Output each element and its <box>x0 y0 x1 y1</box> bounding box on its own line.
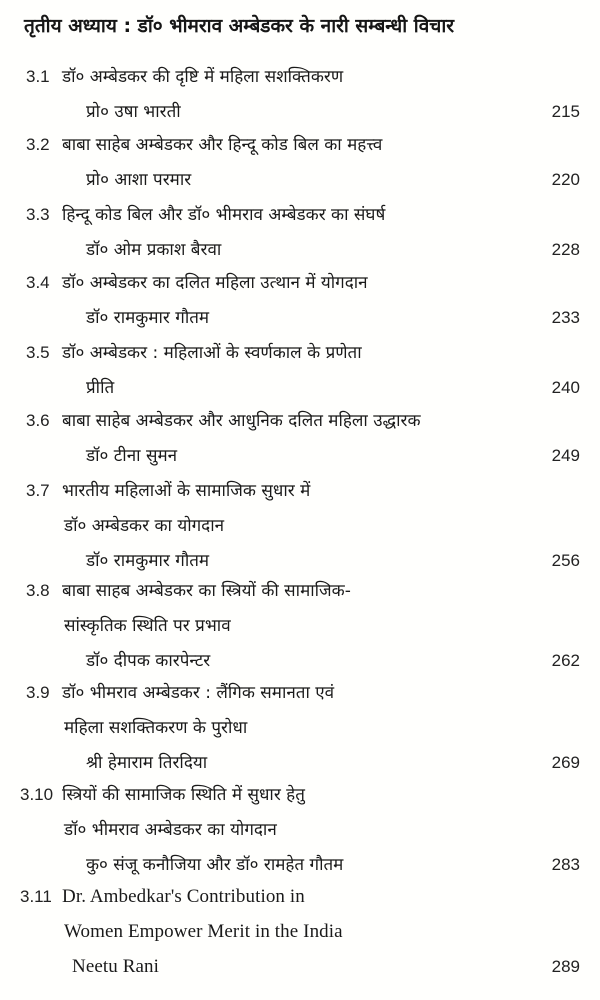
entry-number: 3.7 <box>26 481 50 500</box>
entry-title-line: बाबा साहेब अम्बेडकर और हिन्दू कोड बिल का महत्त्व <box>62 135 383 155</box>
entry-number: 3.8 <box>26 581 50 600</box>
entry-page-number: 228 <box>551 240 580 259</box>
entry-page-number: 220 <box>551 170 580 189</box>
entry-number: 3.9 <box>26 683 50 702</box>
entry-title-line: हिन्दू कोड बिल और डॉ० भीमराव अम्बेडकर का संघर्ष <box>62 205 386 225</box>
entry-author: प्रो० उषा भारती <box>86 102 181 122</box>
entry-title-line: भारतीय महिलाओं के सामाजिक सुधार में <box>62 481 311 501</box>
entry-title-line: Dr. Ambedkar's Contribution in <box>62 886 305 907</box>
entry-number: 3.6 <box>26 411 50 430</box>
entry-number: 3.2 <box>26 135 50 154</box>
entry-title-line: स्त्रियों की सामाजिक स्थिति में सुधार हेतु <box>62 785 305 805</box>
entry-title-line: Women Empower Merit in the India <box>64 921 343 942</box>
entry-number: 3.11 <box>20 887 52 906</box>
entry-number: 3.5 <box>26 343 50 362</box>
entry-title-line: डॉ० भीमराव अम्बेडकर का योगदान <box>64 820 277 840</box>
entry-author: कु० संजू कनौजिया और डॉ० रामहेत गौतम <box>86 855 344 875</box>
entry-author: डॉ० रामकुमार गौतम <box>86 308 210 328</box>
chapter-heading: तृतीय अध्याय : डॉ० भीमराव अम्बेडकर के नारी सम्बन्धी विचार <box>24 15 455 37</box>
entry-author: डॉ० ओम प्रकाश बैरवा <box>86 240 222 260</box>
entry-page-number: 269 <box>551 753 580 772</box>
entry-number: 3.4 <box>26 273 50 292</box>
entry-page-number: 289 <box>551 957 580 976</box>
entry-page-number: 262 <box>551 651 580 670</box>
entry-author: डॉ० दीपक कारपेन्टर <box>86 651 211 671</box>
entry-page-number: 256 <box>551 551 580 570</box>
entry-title-line: महिला सशक्तिकरण के पुरोधा <box>64 718 248 738</box>
entry-author: Neetu Rani <box>72 956 160 977</box>
entry-page-number: 240 <box>551 378 580 397</box>
entry-number: 3.10 <box>20 785 54 804</box>
entry-author: प्रीति <box>86 378 115 398</box>
entry-page-number: 215 <box>551 102 580 121</box>
entry-page-number: 283 <box>551 855 580 874</box>
entry-author: डॉ० रामकुमार गौतम <box>86 551 210 571</box>
entry-title-line: डॉ० भीमराव अम्बेडकर : लैंगिक समानता एवं <box>62 683 335 703</box>
entry-author: प्रो० आशा परमार <box>86 170 192 190</box>
entry-number: 3.3 <box>26 205 50 224</box>
entry-author: श्री हेमाराम तिरदिया <box>86 753 208 773</box>
entry-title-line: बाबा साहब अम्बेडकर का स्त्रियों की सामाजिक- <box>62 581 351 601</box>
entry-number: 3.1 <box>26 67 50 86</box>
entry-author: डॉ० टीना सुमन <box>86 446 178 466</box>
entry-title-line: डॉ० अम्बेडकर : महिलाओं के स्वर्णकाल के प्रणेता <box>62 343 362 363</box>
entry-page-number: 233 <box>551 308 580 327</box>
entry-title-line: सांस्कृतिक स्थिति पर प्रभाव <box>64 616 231 636</box>
entry-title-line: डॉ० अम्बेडकर का योगदान <box>64 516 225 536</box>
entry-title-line: डॉ० अम्बेडकर का दलित महिला उत्थान में योगदान <box>62 273 368 293</box>
entry-title-line: डॉ० अम्बेडकर की दृष्टि में महिला सशक्तिकरण <box>62 67 344 87</box>
entry-page-number: 249 <box>551 446 580 465</box>
entry-title-line: बाबा साहेब अम्बेडकर और आधुनिक दलित महिला उद्धारक <box>62 411 421 431</box>
